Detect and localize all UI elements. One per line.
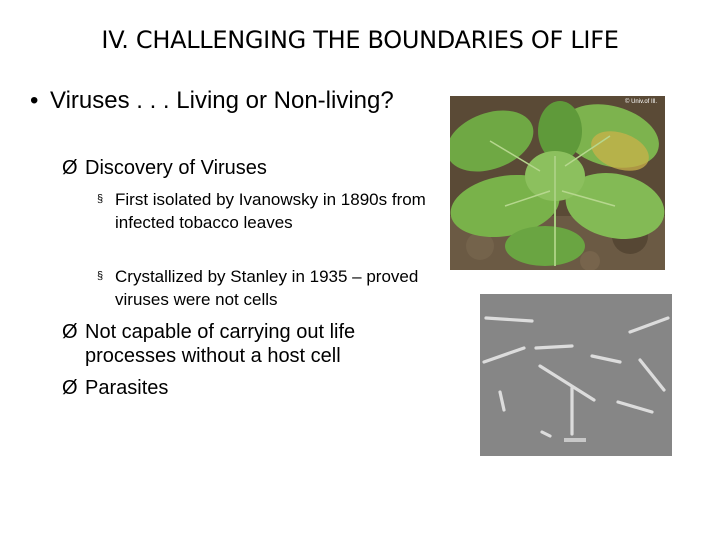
arrow-bullet: Ø — [62, 157, 78, 179]
sub-bullet-discovery — [62, 156, 422, 180]
bullet-dot: • — [30, 87, 39, 114]
virus-micrograph-image — [480, 294, 672, 456]
square-bullet: § — [97, 193, 104, 205]
arrow-bullet: Ø — [62, 377, 78, 399]
photo-credit: © Univ.of Ill. — [625, 99, 657, 105]
sub-bullet-parasites — [62, 376, 422, 400]
sub-bullet-host-cell-text: Not capable of carrying out life processes without a host cell — [85, 321, 356, 367]
sub-bullet-parasites-text: Parasites — [85, 377, 169, 399]
slide-title: IV. CHALLENGING THE BOUNDARIES OF LIFE — [101, 26, 619, 54]
sub-bullet-host-cell — [62, 320, 422, 368]
detail-stanley — [97, 265, 427, 311]
detail-stanley-text: Crystallized by Stanley in 1935 – proved viruses were not cells — [115, 267, 419, 309]
detail-ivanowsky-text: First isolated by Ivanowsky in 1890s from infected tobacco leaves — [115, 190, 426, 232]
bullet-viruses-text: Viruses . . . Living or Non-living? — [50, 87, 394, 114]
detail-ivanowsky — [97, 188, 427, 234]
tobacco-plant-image — [450, 96, 665, 270]
arrow-bullet: Ø — [62, 321, 78, 343]
tobacco-plant-graphic — [450, 96, 665, 270]
bullet-viruses — [30, 86, 430, 116]
sub-bullet-discovery-text: Discovery of Viruses — [85, 157, 267, 179]
tmv-micrograph-graphic — [480, 294, 672, 456]
square-bullet: § — [97, 270, 104, 282]
